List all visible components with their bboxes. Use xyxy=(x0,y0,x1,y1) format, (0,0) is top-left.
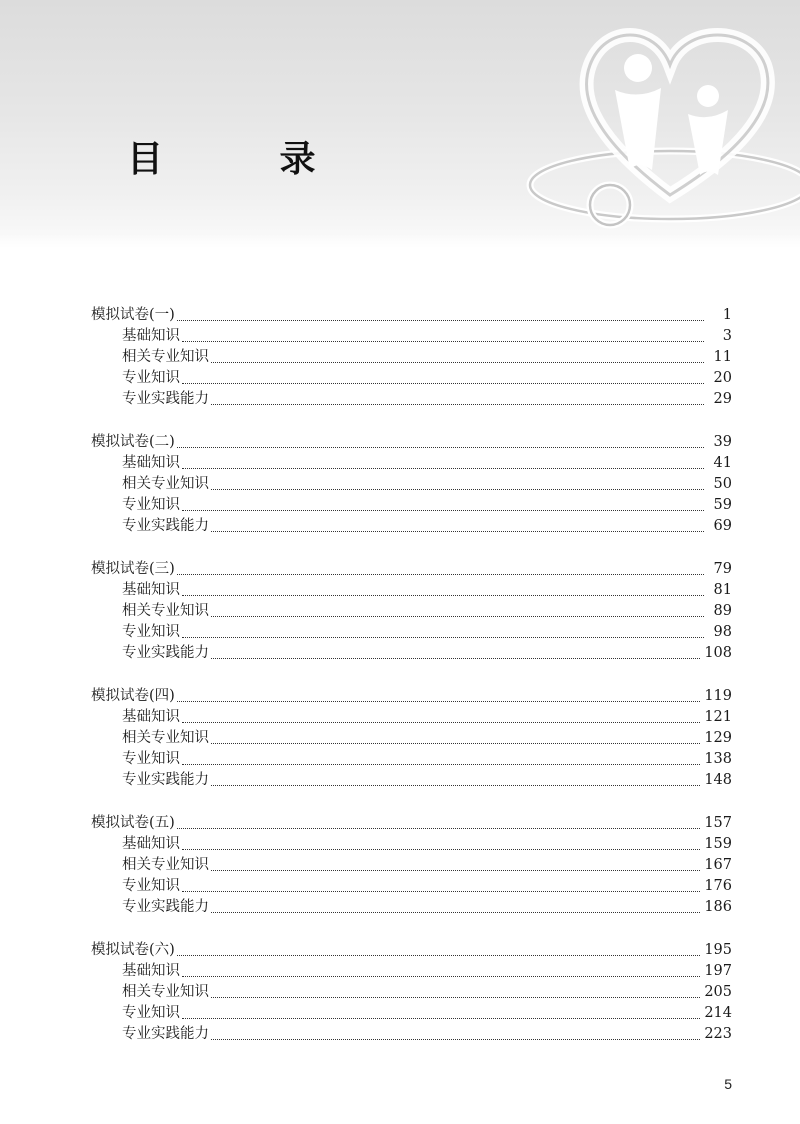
dot-leader xyxy=(182,636,704,638)
toc-section[interactable] xyxy=(122,389,732,410)
toc-section-label: 专业实践能力 xyxy=(122,772,209,788)
toc-section-label: 专业知识 xyxy=(122,497,180,513)
toc-section-label: 基础知识 xyxy=(122,963,180,979)
page-number: 5 xyxy=(724,1076,732,1092)
toc-section-page: 121 xyxy=(704,709,732,725)
dot-leader xyxy=(211,1038,700,1040)
toc-chapter-page: 1 xyxy=(722,307,732,323)
toc-section-page: 3 xyxy=(722,328,732,344)
toc-section-page: 29 xyxy=(713,391,732,407)
toc-section-page: 81 xyxy=(713,582,732,598)
toc-section[interactable] xyxy=(122,580,732,601)
toc-section-label: 专业实践能力 xyxy=(122,518,209,534)
dot-leader xyxy=(182,890,700,892)
dot-leader xyxy=(211,911,700,913)
toc-section[interactable] xyxy=(122,982,732,1003)
toc-section[interactable] xyxy=(122,897,732,918)
toc-section-page: 20 xyxy=(713,370,732,386)
dot-leader xyxy=(177,319,704,321)
toc-section-page: 176 xyxy=(704,878,732,894)
toc-section[interactable] xyxy=(122,1024,732,1045)
toc-section[interactable] xyxy=(122,601,732,622)
toc-chapter[interactable] xyxy=(91,686,732,707)
dot-leader xyxy=(182,594,704,596)
toc-section[interactable] xyxy=(122,855,732,876)
toc-chapter[interactable] xyxy=(91,305,732,326)
toc-chapter-label: 模拟试卷(六) xyxy=(91,942,175,958)
dot-leader xyxy=(211,530,704,532)
toc-chapter-page: 157 xyxy=(704,815,732,831)
dot-leader xyxy=(211,488,704,490)
dot-leader xyxy=(177,827,700,829)
toc-section-label: 基础知识 xyxy=(122,455,180,471)
toc-section[interactable] xyxy=(122,707,732,728)
toc-section-label: 专业知识 xyxy=(122,1005,180,1021)
dot-leader xyxy=(177,573,704,575)
toc-section-label: 专业知识 xyxy=(122,624,180,640)
toc-section-page: 214 xyxy=(704,1005,732,1021)
toc-section-page: 108 xyxy=(704,645,732,661)
toc-section-page: 69 xyxy=(713,518,732,534)
toc-section-label: 基础知识 xyxy=(122,582,180,598)
toc-section-label: 基础知识 xyxy=(122,836,180,852)
toc-section[interactable] xyxy=(122,326,732,347)
toc-chapter[interactable] xyxy=(91,559,732,580)
dot-leader xyxy=(182,848,700,850)
toc-section[interactable] xyxy=(122,495,732,516)
toc-section-label: 相关专业知识 xyxy=(122,984,209,1000)
dot-leader xyxy=(177,954,700,956)
dot-leader xyxy=(182,382,704,384)
toc-section[interactable] xyxy=(122,834,732,855)
dot-leader xyxy=(211,615,704,617)
toc-section[interactable] xyxy=(122,474,732,495)
dot-leader xyxy=(211,869,700,871)
dot-leader xyxy=(182,467,704,469)
dot-leader xyxy=(211,403,704,405)
toc-chapter-label: 模拟试卷(三) xyxy=(91,561,175,577)
dot-leader xyxy=(182,1017,700,1019)
toc-section-page: 11 xyxy=(713,349,732,365)
toc-section-page: 148 xyxy=(704,772,732,788)
toc-section[interactable] xyxy=(122,1003,732,1024)
caduceus-family-heart-logo-icon xyxy=(520,10,800,240)
toc-section-label: 基础知识 xyxy=(122,328,180,344)
toc-section[interactable] xyxy=(122,643,732,664)
toc-section-label: 相关专业知识 xyxy=(122,857,209,873)
toc-section-label: 专业实践能力 xyxy=(122,1026,209,1042)
toc-chapter-label: 模拟试卷(一) xyxy=(91,307,175,323)
dot-leader xyxy=(211,996,700,998)
dot-leader xyxy=(177,446,704,448)
toc-section[interactable] xyxy=(122,453,732,474)
toc-section-page: 205 xyxy=(704,984,732,1000)
toc-section-label: 专业知识 xyxy=(122,751,180,767)
dot-leader xyxy=(182,721,700,723)
header-banner xyxy=(0,0,800,248)
toc-section-label: 相关专业知识 xyxy=(122,349,209,365)
toc-chapter[interactable] xyxy=(91,940,732,961)
toc-section-page: 50 xyxy=(713,476,732,492)
toc-section[interactable] xyxy=(122,749,732,770)
toc-section-page: 186 xyxy=(704,899,732,915)
toc-section[interactable] xyxy=(122,622,732,643)
toc-section-label: 专业知识 xyxy=(122,370,180,386)
dot-leader xyxy=(211,784,700,786)
toc-section-label: 相关专业知识 xyxy=(122,603,209,619)
toc-section[interactable] xyxy=(122,516,732,537)
toc-section[interactable] xyxy=(122,770,732,791)
dot-leader xyxy=(211,657,700,659)
toc-section[interactable] xyxy=(122,728,732,749)
dot-leader xyxy=(177,700,700,702)
toc-chapter[interactable] xyxy=(91,813,732,834)
toc-section-page: 89 xyxy=(713,603,732,619)
toc-chapter-label: 模拟试卷(二) xyxy=(91,434,175,450)
toc-section-page: 41 xyxy=(713,455,732,471)
toc-section-page: 197 xyxy=(704,963,732,979)
toc-section-page: 98 xyxy=(713,624,732,640)
toc-section-page: 59 xyxy=(713,497,732,513)
toc-chapter-label: 模拟试卷(四) xyxy=(91,688,175,704)
toc-chapter-page: 195 xyxy=(704,942,732,958)
toc-section-label: 相关专业知识 xyxy=(122,730,209,746)
toc-chapter-label: 模拟试卷(五) xyxy=(91,815,175,831)
toc-section-label: 基础知识 xyxy=(122,709,180,725)
dot-leader xyxy=(182,340,704,342)
toc-section-page: 223 xyxy=(704,1026,732,1042)
toc-section-page: 167 xyxy=(704,857,732,873)
toc-section-page: 159 xyxy=(704,836,732,852)
dot-leader xyxy=(182,975,700,977)
toc-chapter[interactable] xyxy=(91,432,732,453)
toc-section-label: 专业知识 xyxy=(122,878,180,894)
toc-section[interactable] xyxy=(122,961,732,982)
toc-section-label: 专业实践能力 xyxy=(122,899,209,915)
toc-section-page: 129 xyxy=(704,730,732,746)
dot-leader xyxy=(211,361,704,363)
dot-leader xyxy=(182,509,704,511)
page-title: 目 录 xyxy=(127,139,368,180)
toc-chapter-page: 39 xyxy=(713,434,732,450)
toc-section-label: 相关专业知识 xyxy=(122,476,209,492)
dot-leader xyxy=(182,763,700,765)
dot-leader xyxy=(211,742,700,744)
toc-section-label: 专业实践能力 xyxy=(122,645,209,661)
toc-section-page: 138 xyxy=(704,751,732,767)
toc-section[interactable] xyxy=(122,347,732,368)
toc-section[interactable] xyxy=(122,368,732,389)
toc-section-label: 专业实践能力 xyxy=(122,391,209,407)
toc-section[interactable] xyxy=(122,876,732,897)
toc-chapter-page: 119 xyxy=(704,688,732,704)
toc-chapter-page: 79 xyxy=(713,561,732,577)
